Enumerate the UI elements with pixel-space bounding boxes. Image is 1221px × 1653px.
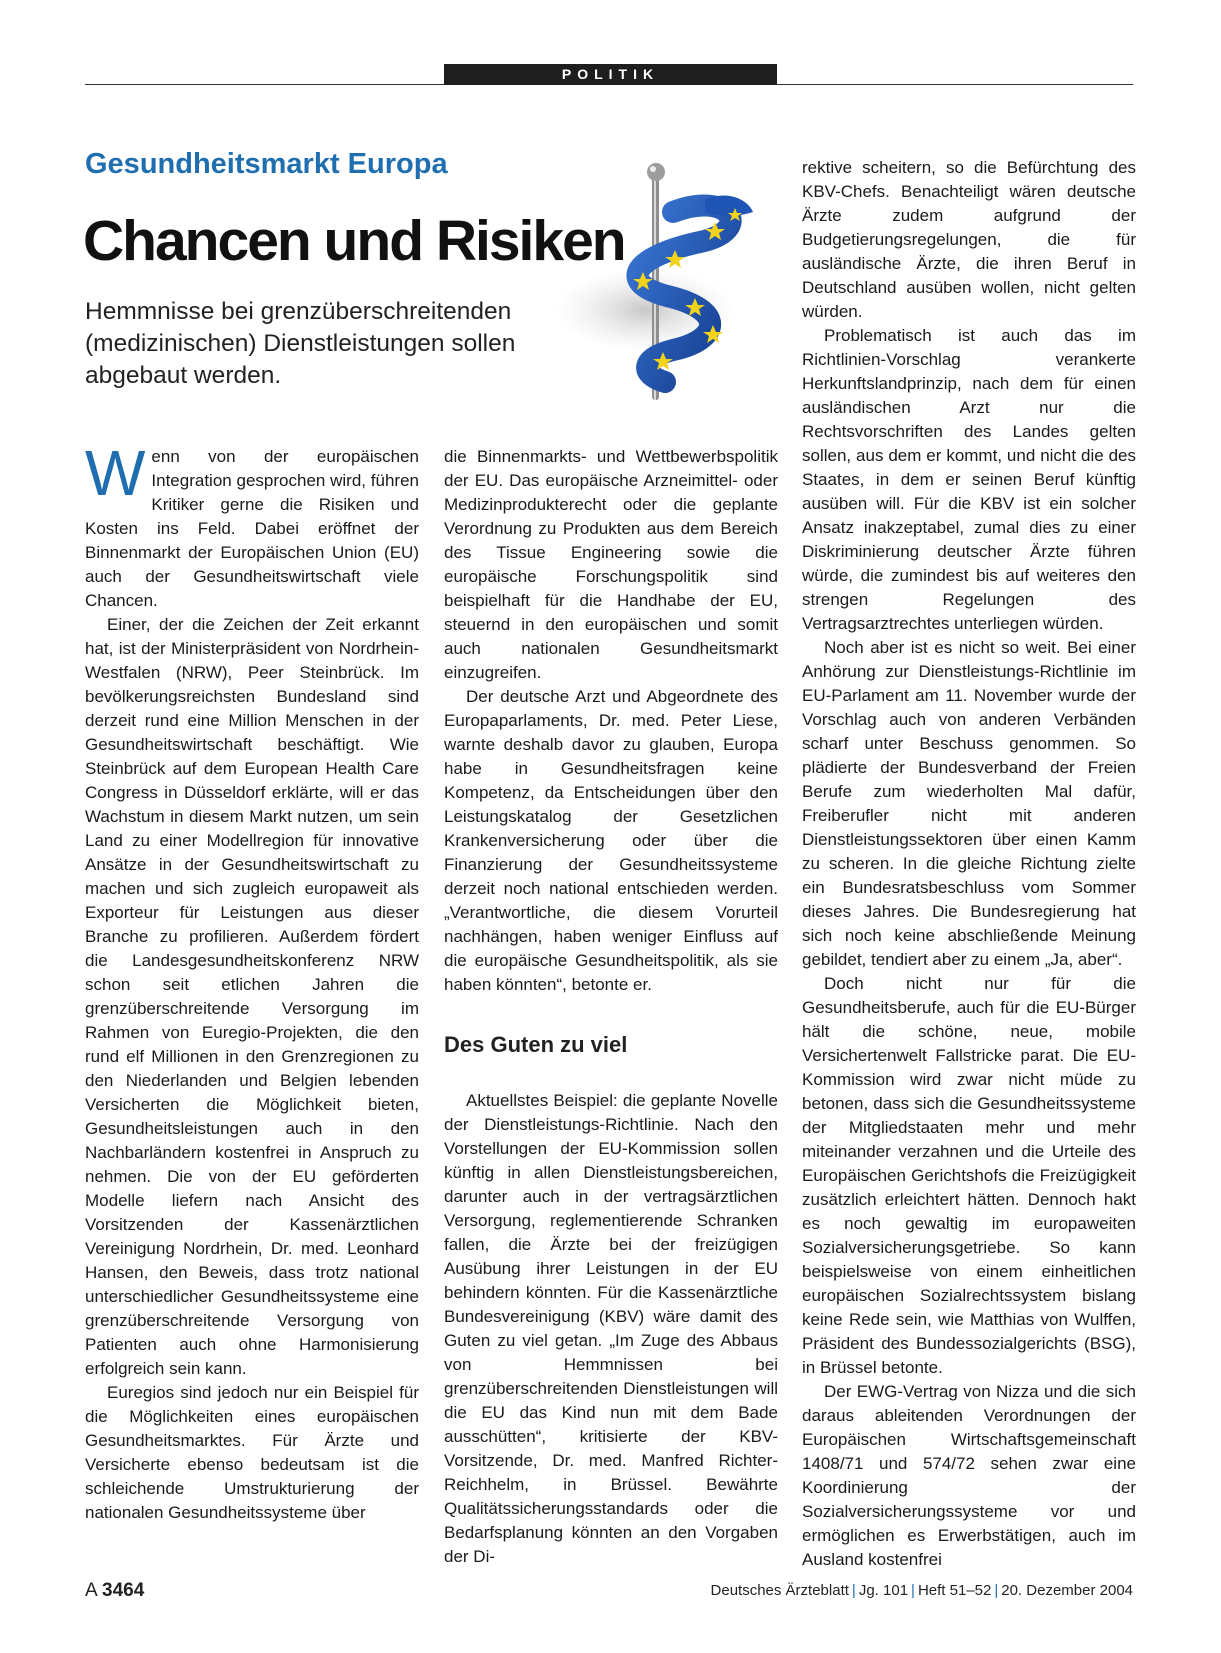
issue: Heft 51–52 [917, 1582, 992, 1599]
paragraph: die Binnenmarkts- und Wettbewerbspolitik der EU. Das europäische Arzneimittel- oder Medizinprodukterecht oder die geplante Verordnung zu Produkten aus dem Bereich des Tissue Engineering sowie die europäische Forschungspolitik sind beispielhaft für die Handhabe der EU, steuernd in den europäischen und somit auch nationalen Gesundheitsmarkt einzugreifen. [444, 447, 778, 682]
paragraph [85, 437, 419, 613]
journal-citation [711, 1582, 1133, 1599]
separator: | [911, 1582, 915, 1599]
paragraph: Der deutsche Arzt und Abgeordnete des Europaparlaments, Dr. med. Peter Liese, warnte deshalb davor zu glauben, Europa habe in Gesundheitsfragen keine Kompetenz, da Entscheidungen über den Leistungskatalog der Gesetzlichen Krankenversicherung oder über die Finanzierung der Gesundheitssysteme derzeit noch national entschieden werden. „Verantwortliche, die diesem Vorurteil nachhängen, haben weniger Einfluss auf die europäische Gesundheitspolitik, als sie haben könnten“, betonte er. [444, 687, 778, 994]
paragraph: Einer, der die Zeichen der Zeit erkannt hat, ist der Ministerpräsident von Nordrhein-Westfalen (NRW), Peer Steinbrück. Im bevölkerungsreichsten Bundesland sind derzeit rund eine Million Menschen in der Gesundheitswirtschaft beschäftigt. Wie Steinbrück auf dem European Health Care Congress in Düsseldorf erklärte, will er das Wachstum in diesem Markt nutzen, um sein Land zu einer Modellregion für innovative Ansätze in der Gesundheitswirtschaft zu machen und sich zugleich europaweit als Exporteur für Leistungen aus dieser Branche zu profilieren. Außerdem fördert die Landesgesundheitskonferenz NRW schon seit etlichen Jahren die grenzüberschreitende Versorgung im Rahmen von Euregio-Projekten, die den rund elf Millionen in den Grenzregionen zu den Niederlanden und Belgien lebenden Versicherten die Möglichkeit bieten, Gesundheitsleistungen auch in den Nachbarländern kostenfrei in Anspruch zu nehmen. Die von der EU geförderten Modelle liefern nach Ansicht des Vorsitzenden der Kassenärztlichen Vereinigung Nordrhein, Dr. med. Leonhard Hansen, den Beweis, dass trotz national unterschiedlicher Gesundheitssysteme eine grenzüberschreitende Versorgung von Patienten auch ohne Harmonisierung erfolgreich sein kann. [85, 615, 419, 1378]
paragraph: Noch aber ist es nicht so weit. Bei einer Anhörung zur Dienstleistungs-Richtlinie im EU-Parlament am 11. November wurde der Vorschlag auch von anderen Verbänden scharf unter Beschuss genommen. So plädierte der Bundesverband der Freien Berufe zum wiederholten Mal dafür, Freiberufler nicht mit anderen Dienstleistungssektoren über einen Kamm zu scheren. In die gleiche Richtung zielte ein Bundesratsbeschluss vom Sommer dieses Jahres. Die Bundesregierung hat sich noch keine abschließende Meinung gebildet, tendiert aber zu einem „Ja, aber“. [802, 638, 1136, 969]
page-number: 3464 [102, 1580, 145, 1601]
article-dek: Hemmnisse bei grenzüberschreitenden (medizinischen) Dienstleistungen sollen abgebaut werden. [85, 298, 516, 389]
section-label: POLITIK [444, 64, 777, 85]
text-column-3 [802, 156, 1136, 1572]
issue-date: 20. Dezember 2004 [1001, 1582, 1133, 1599]
separator: | [851, 1582, 856, 1599]
page-prefix: A [85, 1580, 98, 1601]
article-kicker: Gesundheitsmarkt Europa [85, 148, 448, 180]
paragraph: Doch nicht nur für die Gesundheitsberufe, auch für die EU-Bürger hält die schöne, neue, mobile Versichertenwelt Fallstricke parat. Die EU-Kommission wird zwar nicht müde zu betonen, dass sich die Gesundheitssysteme der Mitgliedstaaten mehr und mehr miteinander verzahnen und die Urteile des Europäischen Gerichtshofs die Freizügigkeit zusätzlich erleichtert hätten. Dennoch hakt es noch gewaltig im europaweiten Sozialversicherungsgetriebe. So kann beispielsweise von einem einheitlichen europäischen Sozialrechtssystem bislang keine Rede sein, wie Matthias von Wulffen, Präsident des Bundessozialgerichts (BSG), in Brüssel betonte. [802, 974, 1136, 1377]
page-footer [85, 1580, 1133, 1604]
text-column-2 [444, 445, 778, 1569]
paragraph: Der EWG-Vertrag von Nizza und die sich daraus ableitenden Verordnungen der Europäischen Wirtschaftsgemeinschaft 1408/71 und 574/72 sehen zwar eine Koordinierung der Sozialversicherungssysteme vor und ermöglichen es Erwerbstätigen, auch im Ausland kostenfrei [802, 1382, 1136, 1569]
text-column-1 [85, 437, 419, 1525]
article-title: Chancen und Risiken [83, 209, 625, 273]
journal-name: Deutsches Ärzteblatt [710, 1582, 849, 1599]
paragraph: rektive scheitern, so die Befürchtung des KBV-Chefs. Benachteiligt wären deutsche Ärzte zudem aufgrund der Budgetierungsregelungen, die für ausländische Ärzte, die ihren Beruf in Deutschland ausüben wollen, nicht gelten würden. [802, 158, 1136, 321]
separator: | [994, 1582, 999, 1599]
subheading: Des Guten zu viel [444, 1032, 628, 1057]
paragraph: Problematisch ist auch das im Richtlinien-Vorschlag verankerte Herkunftslandprinzip, nach dem für einen ausländischen Arzt nur die Rechtsvorschriften des Landes gelten sollen, aus dem er kommt, und nicht die des Staates, in dem er seinen Beruf künftig ausüben will. Für die KBV ist ein solcher Ansatz inakzeptabel, zumal dies zu einer Diskriminierung deutscher Ärzte führen würde, die zumindest bis auf weiteres den strengen Regelungen des Vertragsarztrechtes unterliegen würden. [802, 326, 1136, 633]
caduceus-eu-snake-icon [555, 160, 787, 410]
paragraph: Aktuellstes Beispiel: die geplante Novelle der Dienstleistungs-Richtlinie. Nach den Vorstellungen der EU-Kommission sollen künftig in allen Dienstleistungsbereichen, darunter auch in der vertragsärztlichen Versorgung, reglementierende Schranken fallen, die Ärzte bei der freizügigen Ausübung ihrer Leistungen in der EU behindern könnten. Für die Kassenärztliche Bundesvereinigung (KBV) wäre damit des Guten zu viel getan. „Im Zuge des Abbaus von Hemmnissen bei grenzüberschreitenden Dienstleistungen will die EU das Kind nun mit dem Bade ausschütten“, kritisierte der KBV-Vorsitzende, Dr. med. Manfred Richter-Reichhelm, in Brüssel. Bewährte Qualitätssicherungsstandards oder die Bedarfsplanung könnten an den Vorgaben der Di- [444, 1091, 778, 1566]
paragraph-text: enn von der europäischen Integration gesprochen wird, führen Kritiker gerne die Risiken und Kosten ins Feld. Dabei eröffnet der Binnenmarkt der Europäischen Union (EU) auch der Gesundheitswirtschaft viele Chancen. [85, 447, 419, 610]
paragraph: Euregios sind jedoch nur ein Beispiel für die Möglichkeiten eines europäischen Gesundheitsmarktes. Für Ärzte und Versicherte ebenso bedeutsam ist die schleichende Umstrukturierung der nationalen Gesundheitssysteme über [85, 1383, 419, 1522]
drop-cap: W [85, 437, 146, 509]
volume: Jg. 101 [858, 1582, 909, 1599]
